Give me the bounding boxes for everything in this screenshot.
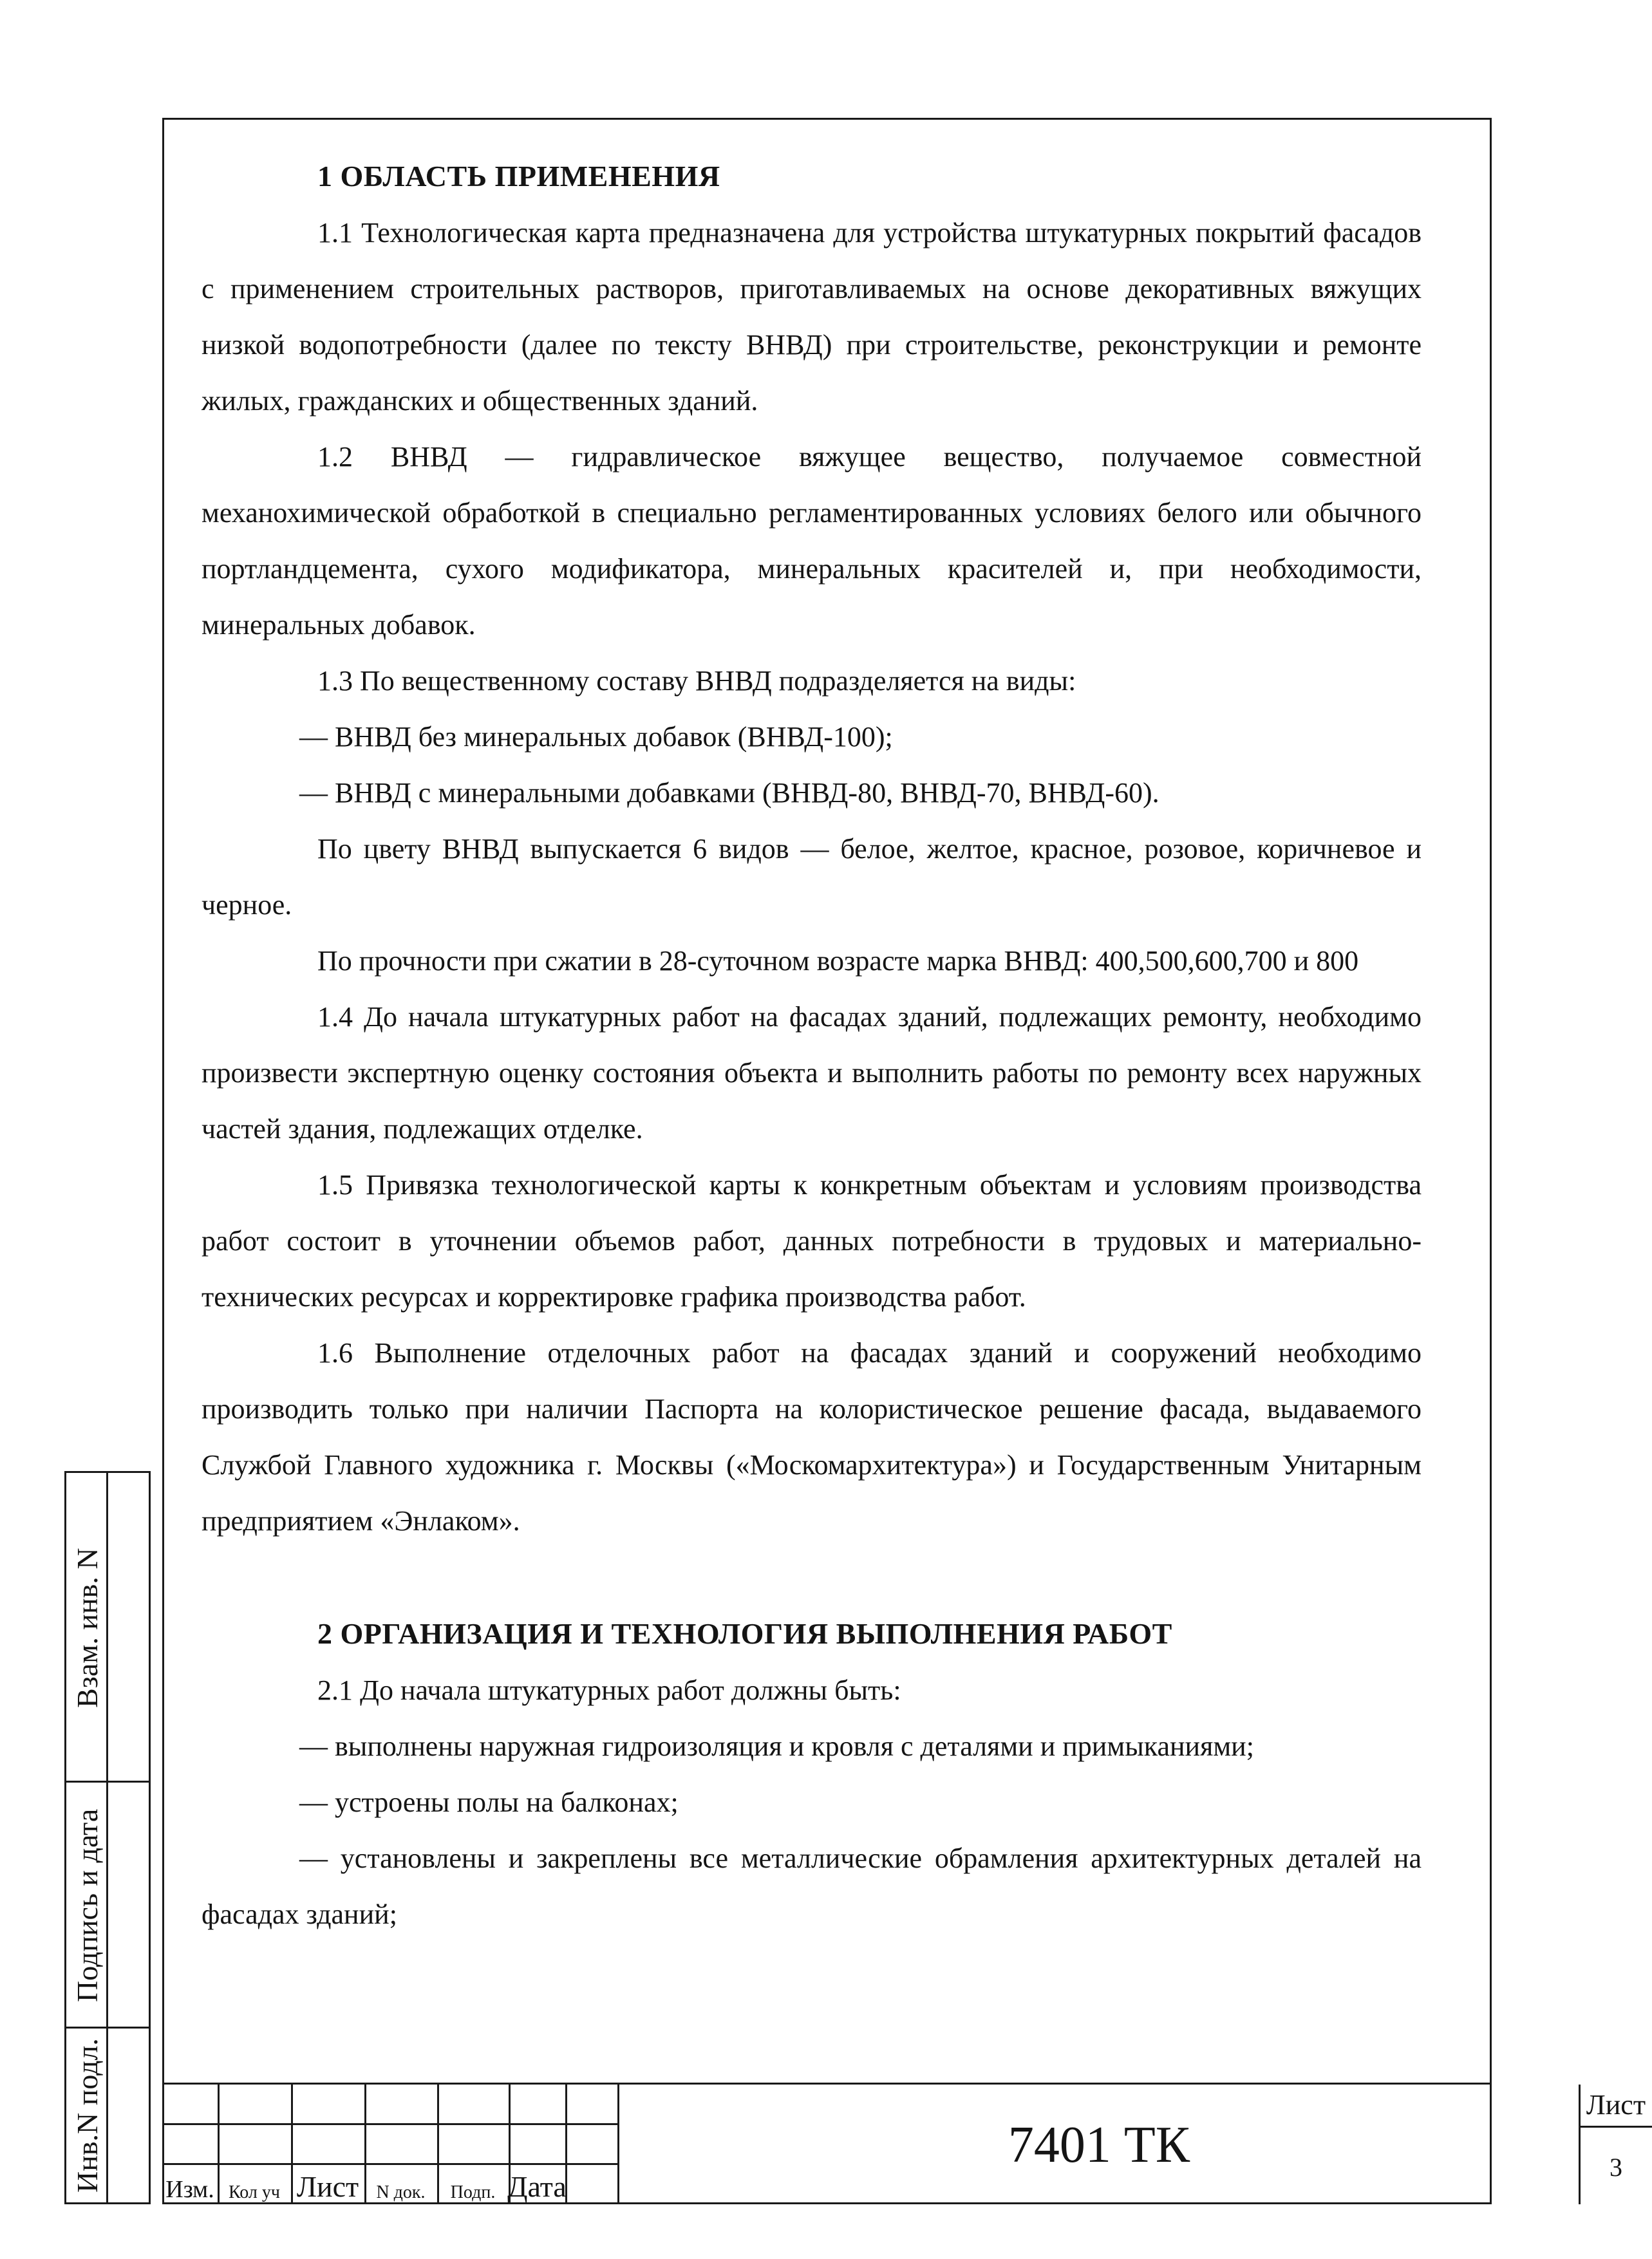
inv-podl-label: Инв.N подл. (71, 2038, 104, 2193)
list-item: — ВНВД без минеральных добавок (ВНВД-100); (299, 721, 893, 753)
stamp-data: Дата (507, 2170, 567, 2203)
podpis-data-label: Подпись и дата (71, 1808, 104, 2003)
stamp-line (1579, 2126, 1652, 2128)
list-item: — ВНВД с минеральными добавками (ВНВД-80, ВНВД-70, ВНВД-60). (299, 777, 1159, 809)
stamp-kol-uch: Кол уч (229, 2182, 280, 2202)
sheet-label: Лист (1586, 2089, 1646, 2121)
section-gap (202, 1549, 1422, 1606)
stamp-n-dok: N док. (376, 2182, 426, 2202)
title-block (162, 2083, 1646, 2204)
paragraph-colors: По цвету ВНВД выпускается 6 видов — белое, желтое, красное, розовое, коричневое и черное. (202, 833, 1422, 921)
paragraph-1-3: 1.3 По вещественному составу ВНВД подразделяется на виды: (317, 665, 1076, 697)
vzam-inv-label: Взам. инв. N (71, 1548, 104, 1708)
stamp-list: Лист (296, 2170, 359, 2203)
section-1-heading: 1 ОБЛАСТЬ ПРИМЕНЕНИЯ (317, 160, 720, 192)
side-strip (64, 1471, 151, 2204)
paragraph-strength: По прочности при сжатии в 28-суточном возрасте марка ВНВД: 400,500,600,700 и 800 (317, 945, 1359, 977)
list-item: — установлены и закреплены все металлические обрамления архитектурных деталей на фасадах зданий; (202, 1842, 1422, 1930)
stamp-podp: Подп. (450, 2182, 496, 2202)
paragraph-1-5: 1.5 Привязка технологической карты к конкретным объектам и условиям производства работ состоит в уточнении объемов работ, данных потребности в трудовых и материально-технических ресурсах и корректировке графика производства работ. (202, 1169, 1422, 1313)
document-code: 7401 ТК (1008, 2117, 1190, 2173)
stamp-line (162, 2123, 619, 2125)
section-2-heading: 2 ОРГАНИЗАЦИЯ И ТЕХНОЛОГИЯ ВЫПОЛНЕНИЯ РАБОТ (317, 1617, 1172, 1650)
list-item: — устроены полы на балконах; (299, 1786, 679, 1818)
paragraph-1-1: 1.1 Технологическая карта предназначена для устройства штукатурных покрытий фасадов с применением строительных растворов, приготавливаемых на основе декоративных вяжущих низкой водопотребности (далее по тексту ВНВД) при строительстве, реконструкции и ремонте жилых, гражданских и общественных зданий. (202, 217, 1422, 417)
paragraph-2-1: 2.1 До начала штукатурных работ должны быть: (317, 1674, 901, 1706)
stamp-izm: Изм. (165, 2176, 214, 2203)
paragraph-1-4: 1.4 До начала штукатурных работ на фасадах зданий, подлежащих ремонту, необходимо произвести экспертную оценку состояния объекта и выполнить работы по ремонту всех наружных частей здания, подлежащих отделке. (202, 1001, 1422, 1145)
paragraph-1-2: 1.2 ВНВД — гидравлическое вяжущее вещество, получаемое совместной механохимической обработкой в специально регламентированных условиях белого или обычного портландцемента, сухого модификатора, минеральных красителей и, при необходимости, минеральных добавок. (202, 441, 1422, 641)
paragraph-1-6: 1.6 Выполнение отделочных работ на фасадах зданий и сооружений необходимо производить только при наличии Паспорта на колористическое решение фасада, выдаваемого Службой Главного художника г. Москвы («Москомархитектура») и Государственным Унитарным предприятием «Энлаком». (202, 1337, 1422, 1537)
list-item: — выполнены наружная гидроизоляция и кровля с деталями и примыканиями; (299, 1730, 1254, 1762)
sheet-number: 3 (1610, 2152, 1622, 2182)
document-body (202, 148, 1422, 1942)
